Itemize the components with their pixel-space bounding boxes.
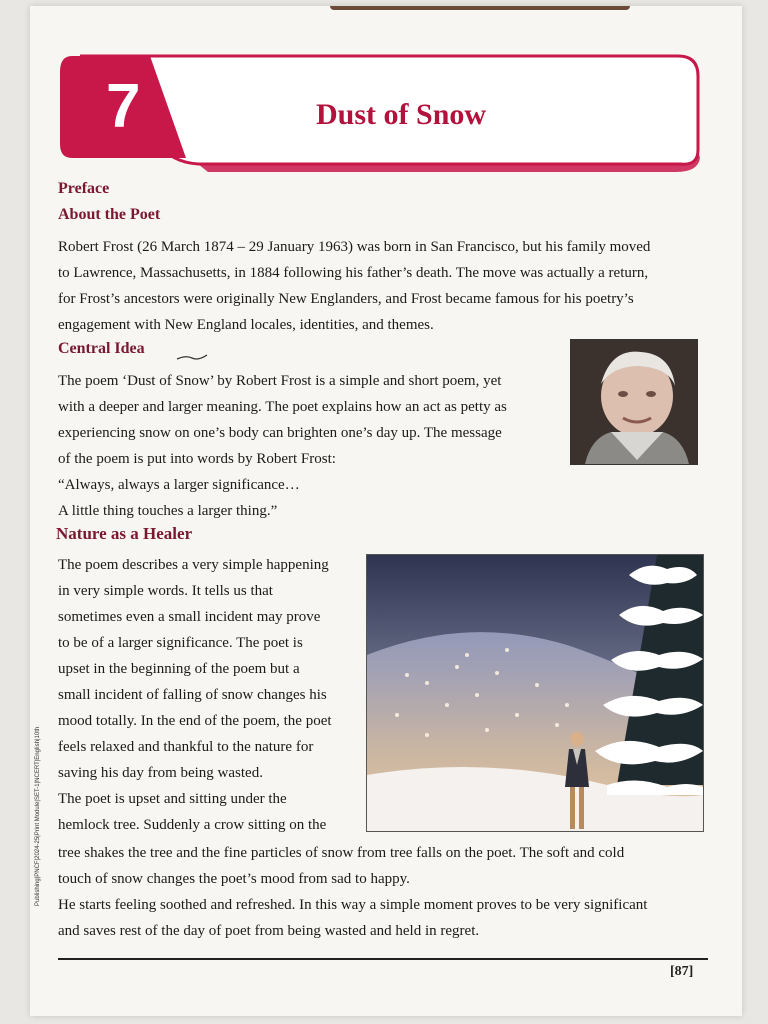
text-line: The poem describes a very simple happening <box>58 557 329 573</box>
text-line: mood totally. In the end of the poem, the poet <box>58 713 332 729</box>
text-line: feels relaxed and thankful to the nature for <box>58 739 314 755</box>
text-line: The poet is upset and sitting under the <box>58 791 287 807</box>
text-line: with a deeper and larger meaning. The poet explains how an act as petty as <box>58 399 507 415</box>
page-number: [87] <box>670 964 694 979</box>
text-line: engagement with New England locales, identities, and themes. <box>58 317 434 333</box>
footer-divider <box>58 958 708 960</box>
text-line: for Frost’s ancestors were originally New Englanders, and Frost became famous for his poetry’s <box>58 291 634 307</box>
text-line: The poem ‘Dust of Snow’ by Robert Frost is a simple and short poem, yet <box>58 373 502 389</box>
preface-heading: Preface <box>58 180 110 197</box>
chapter-title: Dust of Snow <box>316 98 487 131</box>
book-page <box>30 6 742 1016</box>
side-publishing-note: Publishing|PNCF|2024-25|Print Module|SET-1|NCERT|English|10th <box>35 726 41 906</box>
text-line: small incident of falling of snow changes his <box>58 687 327 703</box>
text-line: touch of snow changes the poet’s mood from sad to happy. <box>58 871 410 887</box>
text-line: in very simple words. It tells us that <box>58 583 273 599</box>
text-line: to be of a larger significance. The poet is <box>58 635 303 651</box>
text-line: tree shakes the tree and the fine particles of snow from tree falls on the poet. The soft and cold <box>58 845 625 861</box>
nature-healer-paragraph <box>58 552 352 838</box>
quote-line: A little thing touches a larger thing.” <box>58 503 278 519</box>
text-line: upset in the beginning of the poem but a <box>58 661 300 677</box>
text-line: saving his day from being wasted. <box>58 765 263 781</box>
text-line: experiencing snow on one’s body can brighten one’s day up. The message <box>58 425 502 441</box>
chapter-banner <box>58 46 700 172</box>
snow-scene-illustration <box>366 554 704 832</box>
pen-mark-icon <box>176 352 208 362</box>
text-line: to Lawrence, Massachusetts, in 1884 following his father’s death. The move was actually a return, <box>58 265 649 281</box>
central-idea-heading: Central Idea <box>58 340 145 357</box>
text-line: hemlock tree. Suddenly a crow sitting on the <box>58 817 327 833</box>
text-line: and saves rest of the day of poet from being wasted and held in regret. <box>58 923 480 939</box>
chapter-number: 7 <box>106 72 141 141</box>
nature-healer-paragraph-continued <box>58 840 718 944</box>
text-line: Robert Frost (26 March 1874 – 29 January 1963) was born in San Francisco, but his family moved <box>58 239 651 255</box>
central-idea-paragraph <box>58 368 558 524</box>
about-poet-heading: About the Poet <box>58 206 161 223</box>
quote-line: “Always, always a larger significance… <box>58 477 300 493</box>
text-line: of the poem is put into words by Robert Frost: <box>58 451 336 467</box>
text-line: He starts feeling soothed and refreshed. In this way a simple moment proves to be very significant <box>58 897 648 913</box>
nature-healer-heading: Nature as a Healer <box>56 524 193 543</box>
about-poet-paragraph <box>58 234 708 338</box>
poet-portrait <box>570 339 698 465</box>
page-top-edge <box>330 6 630 10</box>
text-line: sometimes even a small incident may prove <box>58 609 321 625</box>
